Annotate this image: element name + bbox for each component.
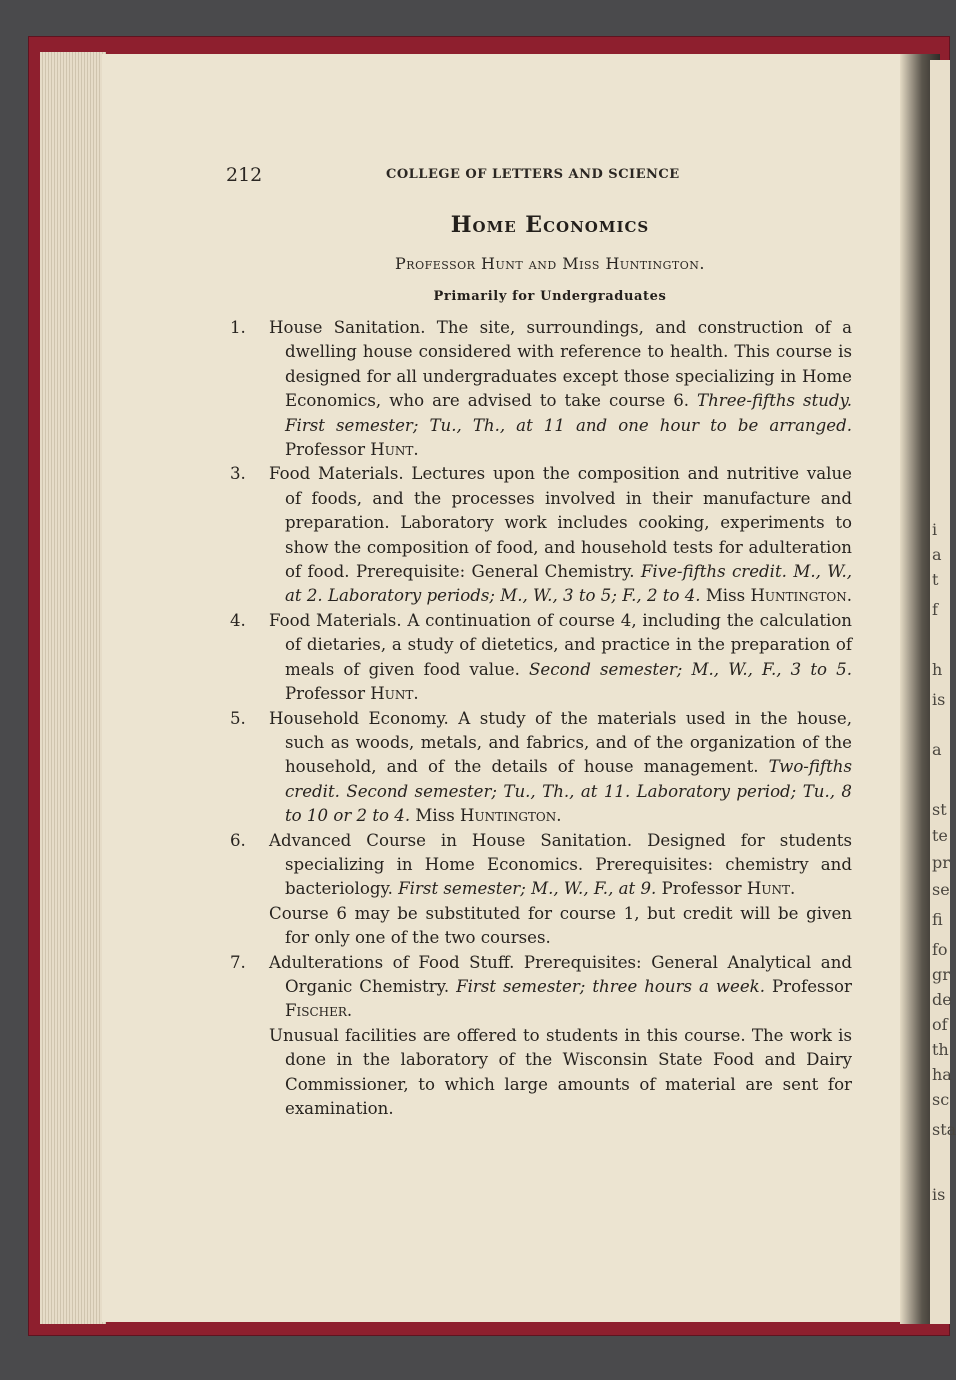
course-list xyxy=(230,316,852,1121)
course-name: Food Materials. xyxy=(269,610,402,630)
course-entry xyxy=(230,951,852,1024)
course-note: Unusual facilities are offered to students in this course. The work is done in the laboratory of the Wisconsin State Food and Dairy Commissioner, to which large amounts of material are sent for examination. xyxy=(269,1025,852,1118)
page-edges xyxy=(40,52,106,1324)
facing-page-fragment: a xyxy=(932,740,942,759)
course-number: 5. xyxy=(230,708,246,728)
course-schedule: Second semester; M., W., F., 3 to 5. xyxy=(529,659,852,679)
facing-page-fragment: th xyxy=(932,1040,949,1059)
course-name: Household Economy. xyxy=(269,708,449,728)
course-description: A study of the materials used in the house, such as woods, metals, and fabrics, and of the organization of the household, and of the details of house management. xyxy=(285,708,852,777)
course-note: Course 6 may be substituted for course 1, but credit will be given for only one of the two courses. xyxy=(269,903,852,948)
facing-page-fragment: is xyxy=(932,690,946,709)
course-schedule: Three-fifths study. First semester; Tu., Th., at 11 and one hour to be arranged. xyxy=(285,391,852,435)
course-number: 7. xyxy=(230,952,246,972)
course-instructor: Hunt. xyxy=(746,879,796,899)
instructor-prefix: Professor xyxy=(285,684,371,704)
instructor-prefix: Miss xyxy=(410,806,461,826)
facing-page-fragment: se xyxy=(932,880,950,899)
course-schedule: First semester; three hours a week. xyxy=(456,976,766,996)
course-description: Lectures upon the composition and nutritive value of foods, and the processes involved in their manufacture and preparation. Laboratory work includes cooking, experiments to show the composition of food, and household tests for adulteration of food. Prerequisite: General Chemistry. xyxy=(285,464,853,582)
course-description: Designed for students specializing in Home Economics. Prerequisites: chemistry and bacteriology. xyxy=(285,830,852,899)
instructor-prefix: Professor xyxy=(656,879,747,899)
facing-page-fragment: de xyxy=(932,990,952,1009)
course-name: Food Materials. xyxy=(269,464,404,484)
facing-page-fragment: is xyxy=(932,1185,946,1204)
course-instructor: Huntington. xyxy=(750,586,852,606)
course-schedule: Two-fifths credit. Second semester; Tu., Th., at 11. Laboratory period; Tu., 8 to 10 or 2 to 4. xyxy=(285,757,852,826)
facing-page-edge xyxy=(930,60,956,1324)
instructor-prefix: Professor xyxy=(765,976,852,996)
course-entry xyxy=(230,829,852,902)
course-description: A continuation of course 4, including the calculation of dietaries, a study of dietetics, and practice in the preparation of meals of given food value. xyxy=(285,610,852,679)
facing-page-fragment: sc xyxy=(932,1090,950,1109)
facing-page-fragment: st xyxy=(932,800,947,819)
facing-page-fragment: i xyxy=(932,520,938,539)
facing-page-fragment: of xyxy=(932,1015,948,1034)
course-name: Advanced Course in House Sanitation. xyxy=(269,830,633,850)
course-number: 1. xyxy=(230,318,246,337)
facing-page-fragment: gr xyxy=(932,965,950,984)
course-instructor: Fischer. xyxy=(285,1001,353,1021)
facing-page-fragment: pr xyxy=(932,853,950,872)
course-instructor: Huntington. xyxy=(460,806,562,826)
page-number: 212 xyxy=(226,164,263,186)
course-entry xyxy=(230,316,852,462)
facing-page-fragment: h xyxy=(932,660,943,679)
facing-page-fragment: ha xyxy=(932,1065,952,1084)
course-entry xyxy=(230,462,852,608)
instructor-prefix: Miss xyxy=(700,586,751,606)
running-head-title: COLLEGE OF LETTERS AND SCIENCE xyxy=(386,167,680,182)
course-entry xyxy=(230,707,852,829)
section-heading: Primarily for Undergraduates xyxy=(433,289,667,304)
course-name: House Sanitation. xyxy=(269,318,426,337)
page-title: Home Economics xyxy=(450,212,650,238)
instructors-line: Professor Hunt and Miss Huntington. xyxy=(395,254,705,273)
course-description: Prerequisites: General Analytical and Organic Chemistry. xyxy=(285,952,852,996)
course-number: 3. xyxy=(230,464,246,484)
facing-page-fragment: sta xyxy=(932,1120,956,1139)
course-number: 6. xyxy=(230,830,246,850)
course-name: Adulterations of Food Stuff. xyxy=(269,952,515,972)
course-schedule: Five-fifths credit. M., W., at 2. Laboratory periods; M., W., 3 to 5; F., 2 to 4. xyxy=(285,562,852,606)
instructor-prefix: Professor xyxy=(285,440,371,460)
facing-page-fragment: fi xyxy=(932,910,943,929)
course-description: The site, surroundings, and construction of a dwelling house considered with reference to health. This course is designed for all undergraduates except those specializing in Home Economics, who are advised to take course 6. xyxy=(285,318,852,411)
facing-page-fragment: fo xyxy=(932,940,948,959)
facing-page-fragment: a xyxy=(932,545,942,564)
facing-page-fragment: te xyxy=(932,826,948,845)
course-instructor: Hunt. xyxy=(370,684,419,704)
facing-page-fragment: t xyxy=(932,570,939,589)
course-schedule: First semester; M., W., F., at 9. xyxy=(398,879,657,899)
course-number: 4. xyxy=(230,610,246,630)
course-instructor: Hunt. xyxy=(370,440,419,460)
course-entry xyxy=(230,609,852,707)
facing-page-fragment: f xyxy=(932,600,938,619)
